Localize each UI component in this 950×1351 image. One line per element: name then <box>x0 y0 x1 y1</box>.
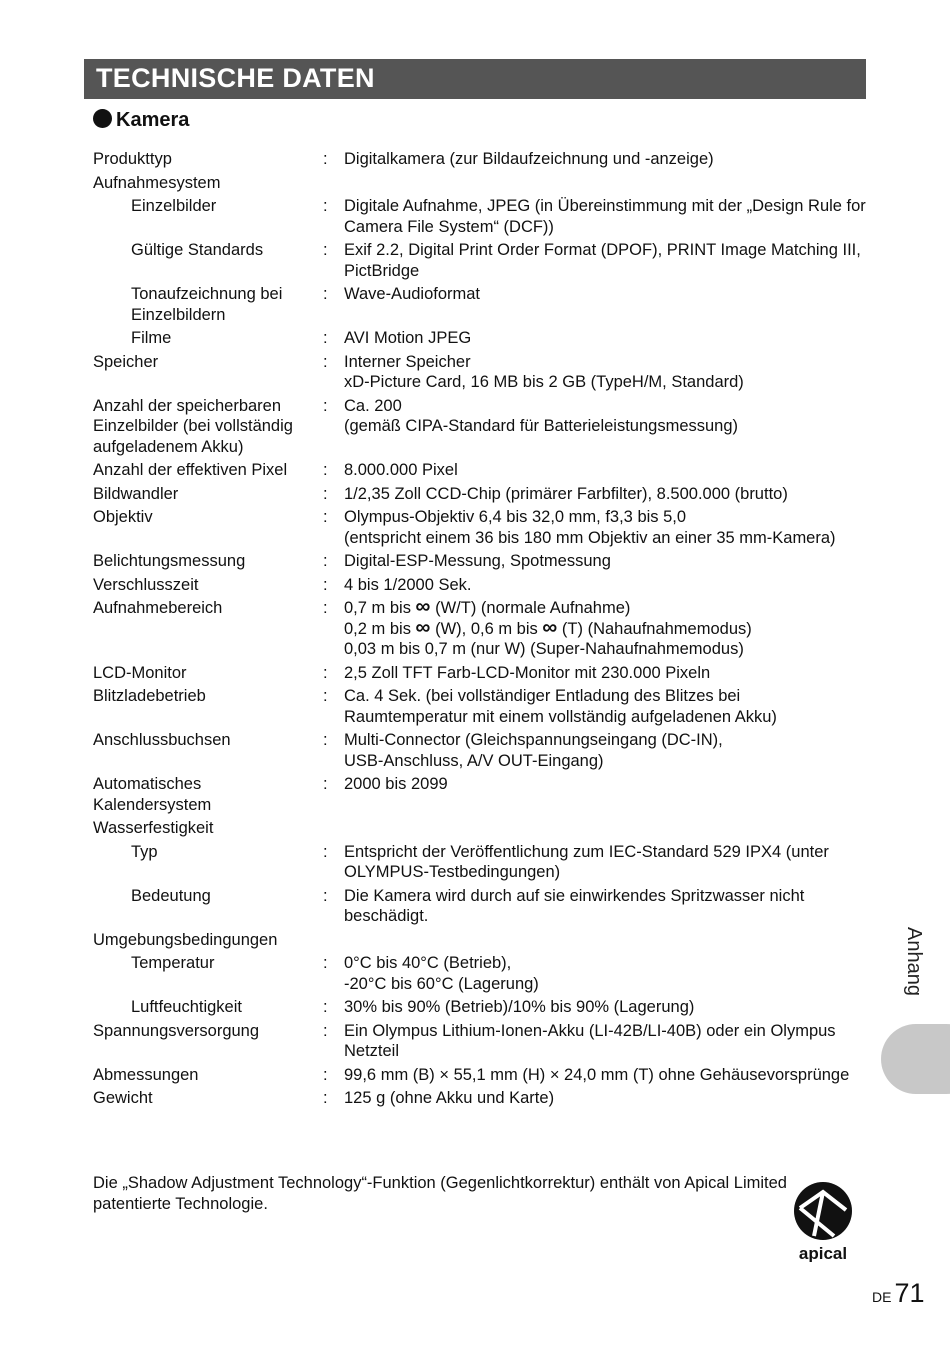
section-heading <box>93 109 189 132</box>
spec-label: Aufnahmebereich <box>93 599 223 617</box>
spec-value <box>344 663 868 684</box>
spec-row <box>93 284 868 325</box>
spec-row <box>93 1021 868 1062</box>
spec-value <box>344 1065 868 1086</box>
spec-colon <box>323 930 344 951</box>
spec-value <box>344 997 868 1018</box>
spec-label: Anschlussbuchsen <box>93 731 231 749</box>
spec-row <box>93 575 868 596</box>
spec-value-line: Wave-Audioformat <box>344 285 481 303</box>
spec-colon: : <box>323 954 328 972</box>
spec-label: Einzelbilder <box>131 197 217 215</box>
spec-row <box>93 997 868 1018</box>
spec-colon: : <box>323 197 328 215</box>
page-title: TECHNISCHE DATEN <box>96 63 375 93</box>
spec-row <box>93 818 868 839</box>
bullet-icon <box>93 109 112 128</box>
spec-label: Spannungsversorgung <box>93 1021 260 1040</box>
spec-value-line: 2,5 Zoll TFT Farb-LCD-Monitor mit 230.000 Pixeln <box>344 663 711 682</box>
spec-colon: : <box>323 1065 328 1084</box>
spec-row <box>93 352 868 393</box>
spec-label: Verschlusszeit <box>93 575 199 594</box>
spec-value <box>344 196 868 237</box>
spec-colon: : <box>323 484 328 503</box>
spec-value <box>344 352 868 393</box>
spec-label: Gültige Standards <box>131 241 264 259</box>
spec-value-line: 0°C bis 40°C (Betrieb), <box>344 954 512 972</box>
spec-label: Luftfeuchtigkeit <box>131 998 242 1016</box>
header-bar <box>84 59 866 99</box>
spec-label: Typ <box>131 842 158 861</box>
spec-value <box>344 328 868 349</box>
spec-label: Anzahl der speicherbaren Einzelbilder (bei vollständig aufgeladenem Akku) <box>93 396 293 456</box>
spec-colon: : <box>323 285 328 303</box>
spec-label: Tonaufzeichnung bei Einzelbildern <box>131 285 283 324</box>
spec-value <box>344 507 868 548</box>
spec-row <box>93 1065 868 1086</box>
spec-value-line: (entspricht einem 36 bis 180 mm Objektiv an einer 35 mm-Kamera) <box>344 528 836 547</box>
infinity-symbol: ∞ <box>415 615 431 639</box>
spec-label: Automatisches Kalendersystem <box>93 775 212 814</box>
spec-value-line: -20°C bis 60°C (Lagerung) <box>344 974 539 993</box>
spec-colon: : <box>323 998 328 1016</box>
spec-colon <box>323 173 344 194</box>
spec-row <box>93 953 868 994</box>
spec-row <box>93 240 868 281</box>
spec-label: Objektiv <box>93 508 153 526</box>
spec-row <box>93 460 868 481</box>
spec-value-line: 4 bis 1/2000 Sek. <box>344 575 472 594</box>
spec-value-line: Interner Speicher <box>344 352 471 371</box>
svg-text:apical: apical <box>798 1244 848 1262</box>
spec-value-line: Exif 2.2, Digital Print Order Format (DPOF), PRINT Image Matching III, PictBridge <box>344 241 861 280</box>
spec-value <box>344 284 868 325</box>
spec-row <box>93 196 868 237</box>
spec-label: Belichtungsmessung <box>93 552 246 570</box>
spec-colon: : <box>323 599 328 617</box>
spec-value <box>344 930 868 951</box>
spec-row <box>93 173 868 194</box>
spec-value-line: Digitale Aufnahme, JPEG (in Übereinstimmung mit der „Design Rule for Camera File System“ (DCF)) <box>344 197 866 236</box>
spec-label: Abmessungen <box>93 1065 199 1084</box>
spec-value <box>344 575 868 596</box>
spec-row <box>93 774 868 815</box>
apical-logo <box>790 1180 856 1262</box>
spec-value-line: Multi-Connector (Gleichspannungseingang (DC-IN), <box>344 731 723 749</box>
spec-value-line: 8.000.000 Pixel <box>344 461 458 479</box>
spec-value <box>344 686 868 727</box>
infinity-symbol: ∞ <box>542 615 558 639</box>
spec-value <box>344 149 868 170</box>
spec-value-line: Ein Olympus Lithium-Ionen-Akku (LI-42B/LI-40B) oder ein Olympus Netzteil <box>344 1021 836 1060</box>
spec-colon: : <box>323 1089 328 1107</box>
page-number <box>872 1278 925 1309</box>
spec-row <box>93 595 868 660</box>
spec-colon: : <box>323 508 328 526</box>
spec-value <box>344 774 868 815</box>
spec-value-line: 30% bis 90% (Betrieb)/10% bis 90% (Lagerung) <box>344 998 695 1016</box>
spec-value <box>344 595 868 660</box>
spec-row <box>93 507 868 548</box>
spec-value-line: Digitalkamera (zur Bildaufzeichnung und -anzeige) <box>344 150 714 168</box>
spec-value-line: 125 g (ohne Akku und Karte) <box>344 1089 555 1107</box>
spec-value-line: Ca. 200 <box>344 396 402 415</box>
spec-value <box>344 730 868 771</box>
side-tab-label: Anhang <box>903 927 925 996</box>
spec-colon: : <box>323 1021 328 1040</box>
spec-value <box>344 240 868 281</box>
spec-colon: : <box>323 842 328 861</box>
spec-row <box>93 686 868 727</box>
spec-value <box>344 396 868 458</box>
spec-colon: : <box>323 461 328 479</box>
spec-value-line: 0,7 m bis ∞ (W/T) (normale Aufnahme) <box>344 595 631 618</box>
spec-value <box>344 842 868 883</box>
spec-value-line: 99,6 mm (B) × 55,1 mm (H) × 24,0 mm (T) ohne Gehäusevorsprünge <box>344 1065 850 1084</box>
spec-label: Produkttyp <box>93 150 172 168</box>
spec-value-line: 0,03 m bis 0,7 m (nur W) (Super-Nahaufnahmemodus) <box>344 640 744 658</box>
spec-value <box>344 818 868 839</box>
spec-label: Gewicht <box>93 1089 153 1107</box>
spec-colon <box>323 818 344 839</box>
spec-colon: : <box>323 150 328 168</box>
spec-row <box>93 730 868 771</box>
side-tab <box>881 1024 950 1094</box>
spec-colon: : <box>323 396 328 415</box>
spec-label: Temperatur <box>131 954 215 972</box>
language-code: DE <box>872 1289 892 1305</box>
spec-value <box>344 1088 868 1109</box>
spec-value-line: 2000 bis 2099 <box>344 775 448 793</box>
spec-value-line: AVI Motion JPEG <box>344 329 472 347</box>
spec-row <box>93 328 868 349</box>
spec-value <box>344 173 868 194</box>
spec-value <box>344 484 868 505</box>
spec-label: Umgebungsbedingungen <box>93 930 278 949</box>
spec-colon: : <box>323 775 328 793</box>
spec-value-line: Ca. 4 Sek. (bei vollständiger Entladung des Blitzes bei Raumtemperatur mit einem vollständig aufgeladenen Akku) <box>344 687 777 726</box>
spec-label: Blitzladebetrieb <box>93 687 206 705</box>
spec-label: LCD-Monitor <box>93 663 187 682</box>
spec-value-line: xD-Picture Card, 16 MB bis 2 GB (TypeH/M, Standard) <box>344 373 744 391</box>
spec-colon: : <box>323 731 328 749</box>
spec-row <box>93 484 868 505</box>
spec-row <box>93 149 868 170</box>
spec-colon: : <box>323 687 328 705</box>
spec-colon: : <box>323 329 328 347</box>
spec-value <box>344 1021 868 1062</box>
spec-table <box>93 149 868 1112</box>
spec-label: Filme <box>131 329 172 347</box>
spec-row <box>93 551 868 572</box>
spec-value-line: 0,2 m bis ∞ (W), 0,6 m bis ∞ (T) (Nahaufnahmemodus) <box>344 615 752 639</box>
spec-label: Wasserfestigkeit <box>93 819 214 837</box>
spec-value-line: USB-Anschluss, A/V OUT-Eingang) <box>344 751 604 770</box>
page-number-value: 71 <box>894 1278 925 1308</box>
spec-value <box>344 953 868 994</box>
section-title: Kamera <box>116 109 190 131</box>
spec-value-line: 1/2,35 Zoll CCD-Chip (primärer Farbfilter), 8.500.000 (brutto) <box>344 484 788 503</box>
spec-label: Anzahl der effektiven Pixel <box>93 461 288 479</box>
spec-row <box>93 930 868 951</box>
spec-row <box>93 396 868 458</box>
spec-value-line: Digital-ESP-Messung, Spotmessung <box>344 552 611 570</box>
spec-row <box>93 842 868 883</box>
spec-label: Bedeutung <box>131 886 211 905</box>
spec-colon: : <box>323 552 328 570</box>
footnote: Die „Shadow Adjustment Technology“-Funktion (Gegenlichtkorrektur) enthält von Apical Limited patentierte Technologie. <box>93 1174 787 1213</box>
spec-label: Bildwandler <box>93 484 179 503</box>
spec-value-line: (gemäß CIPA-Standard für Batterieleistungsmessung) <box>344 417 739 435</box>
spec-label: Aufnahmesystem <box>93 173 221 192</box>
spec-label: Speicher <box>93 352 159 371</box>
spec-colon: : <box>323 886 328 905</box>
spec-value-line: Entspricht der Veröffentlichung zum IEC-Standard 529 IPX4 (unter OLYMPUS-Testbedingungen) <box>344 842 829 881</box>
infinity-symbol: ∞ <box>415 595 431 618</box>
spec-value <box>344 460 868 481</box>
spec-colon: : <box>323 241 328 259</box>
spec-row <box>93 886 868 927</box>
spec-colon: : <box>323 352 328 371</box>
spec-value-line: Olympus-Objektiv 6,4 bis 32,0 mm, f3,3 bis 5,0 <box>344 508 687 526</box>
spec-value-line: Die Kamera wird durch auf sie einwirkendes Spritzwasser nicht beschädigt. <box>344 886 805 925</box>
spec-row <box>93 1088 868 1109</box>
spec-row <box>93 663 868 684</box>
spec-value <box>344 551 868 572</box>
spec-value <box>344 886 868 927</box>
spec-colon: : <box>323 575 328 594</box>
spec-colon: : <box>323 663 328 682</box>
